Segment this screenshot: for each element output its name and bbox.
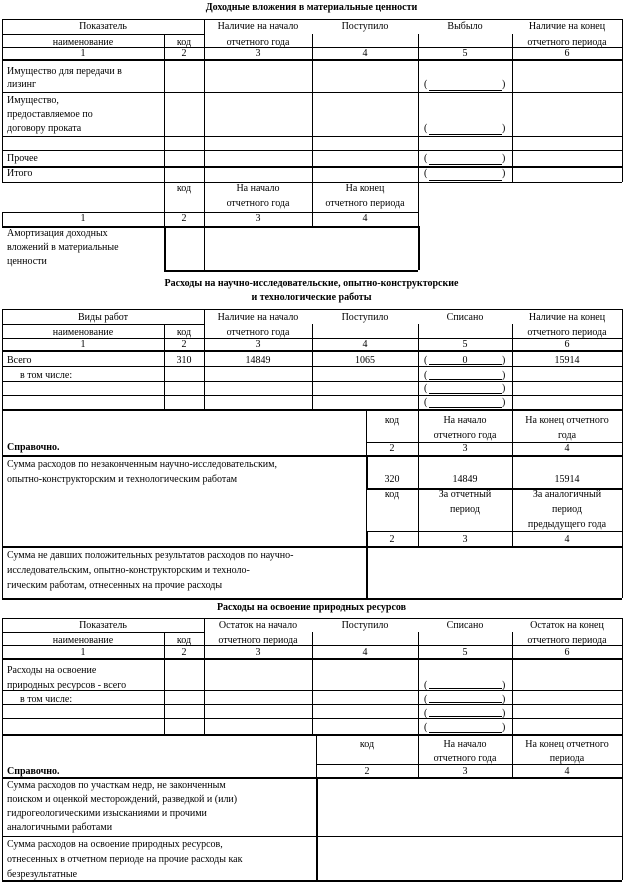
- sp-header-konec-1: На конец отчетного: [525, 739, 609, 750]
- header-postupilo: Поступило: [341, 620, 389, 631]
- paren-close: ): [502, 123, 506, 134]
- row-vtom-label: в том числе:: [20, 694, 73, 705]
- header-nachalo-1: Наличие на начало: [217, 312, 299, 323]
- rule-v: [418, 324, 419, 409]
- paren-open: (: [424, 79, 428, 90]
- row-leasing-label-2: лизинг: [7, 79, 37, 90]
- rule-v: [2, 734, 3, 880]
- u-label-2: поиском и оценкой месторождений, разведкой и (или): [7, 794, 238, 805]
- row-vtom-label: в том числе:: [20, 370, 73, 381]
- rule-h: [2, 598, 622, 600]
- paren-close: ): [502, 708, 506, 719]
- amort-num-3: 3: [255, 213, 261, 224]
- paren-open: (: [424, 694, 428, 705]
- header-kod: код: [176, 635, 192, 646]
- col-num-6: 6: [564, 339, 570, 350]
- row-total-label: Итого: [7, 168, 33, 179]
- header-nachalo-2: отчетного года: [226, 37, 290, 48]
- header-ostatok-1: Остаток на начало: [218, 620, 298, 631]
- header-naimenovanie: наименование: [52, 37, 114, 48]
- amort-header-konec-1: На конец: [345, 183, 385, 194]
- col-num-1: 1: [80, 647, 86, 658]
- col-num-4: 4: [362, 48, 368, 59]
- q-header-an-1: За аналогичный: [532, 489, 602, 500]
- header-kod: код: [176, 37, 192, 48]
- row-leasing-label-1: Имущество для передачи в: [7, 66, 122, 77]
- rule-h: [2, 546, 622, 548]
- rule-h: [2, 836, 622, 837]
- amort-label-1: Амортизация доходных: [7, 228, 108, 239]
- sp-num-2: 2: [364, 766, 370, 777]
- u-label-4: аналогичными работами: [7, 822, 113, 833]
- paren-open: (: [424, 708, 428, 719]
- rule-h: [2, 455, 622, 457]
- rule-v: [312, 324, 313, 409]
- col-num-4: 4: [362, 647, 368, 658]
- spravochno-label: Справочно.: [7, 442, 60, 453]
- rule-h: [429, 379, 502, 380]
- sum1-kod: 320: [384, 474, 400, 485]
- header-spisano: Списано: [446, 620, 484, 631]
- sum1-label-2: опытно-конструкторским и технологическим работам: [7, 474, 238, 485]
- sp-header-konec-1: На конец отчетного: [525, 415, 609, 426]
- sum1-label-1: Сумма расходов по незаконченным научно-исследовательским,: [7, 459, 277, 470]
- sp-header-konec-2: периода: [549, 753, 585, 764]
- row-vsego-spisano: 0: [462, 355, 468, 366]
- rule-h: [366, 442, 622, 443]
- col-num-5: 5: [462, 647, 468, 658]
- row-rental-label-1: Имущество,: [7, 95, 59, 106]
- paren-open: (: [424, 397, 428, 408]
- paren-close: ): [502, 680, 506, 691]
- amort-label-2: вложений в материальные: [7, 242, 119, 253]
- q-header-an-3: предыдущего года: [527, 519, 607, 530]
- col-num-1: 1: [80, 48, 86, 59]
- sum1-konec: 15914: [554, 474, 580, 485]
- header-pokazatel: Показатель: [79, 620, 127, 631]
- sp-header-nachalo-2: отчетного года: [433, 753, 497, 764]
- rule-v: [316, 777, 318, 880]
- section-title-rnd-1: Расходы на научно-исследовательские, опытно-конструкторские: [164, 278, 459, 289]
- paren-close: ): [502, 79, 506, 90]
- header-konec-2: отчетного периода: [527, 37, 607, 48]
- amort-header-nachalo-1: На начало: [236, 183, 280, 194]
- col-num-2: 2: [181, 339, 187, 350]
- rule-h: [2, 632, 204, 633]
- header-konec-1: Остаток на конец: [530, 620, 604, 631]
- rule-h: [429, 716, 502, 717]
- sp-header-nachalo-2: отчетного года: [433, 430, 497, 441]
- header-ostatok-2: отчетного периода: [218, 635, 298, 646]
- amort-num-1: 1: [80, 213, 86, 224]
- rule-h: [2, 19, 622, 20]
- paren-open: (: [424, 370, 428, 381]
- col-num-2: 2: [181, 647, 187, 658]
- header-nachalo-2: отчетного года: [226, 327, 290, 338]
- sp-header-nachalo-1: На начало: [443, 739, 487, 750]
- paren-close: ): [502, 168, 506, 179]
- rule-v: [2, 409, 3, 598]
- rule-h: [429, 393, 502, 394]
- sp-header-kod: код: [359, 739, 375, 750]
- w-label-2: отнесенных в отчетном периоде на прочие расходы как: [7, 854, 243, 865]
- section-title-income-investments: Доходные вложения в материальные ценности: [205, 2, 418, 13]
- amort-header-kod: код: [176, 183, 192, 194]
- w-label-3: безрезультатные: [7, 869, 78, 880]
- amort-header-konec-2: отчетного периода: [325, 198, 405, 209]
- col-num-3: 3: [255, 48, 261, 59]
- sum2-label-1: Сумма не давших положительных результатов расходов по научно-: [7, 550, 294, 561]
- header-postupilo: Поступило: [341, 312, 389, 323]
- header-postupilo: Поступило: [341, 21, 389, 32]
- paren-open: (: [424, 680, 428, 691]
- paren-close: ): [502, 355, 506, 366]
- rule-h: [2, 880, 622, 882]
- sp-header-nachalo-1: На начало: [443, 415, 487, 426]
- header-naimenovanie: наименование: [52, 635, 114, 646]
- paren-open: (: [424, 123, 428, 134]
- q-num-2: 2: [389, 534, 395, 545]
- q-num-4: 4: [564, 534, 570, 545]
- header-konec-2: отчетного периода: [527, 327, 607, 338]
- row-vsego-konec: 15914: [554, 355, 580, 366]
- paren-close: ): [502, 694, 506, 705]
- amort-label-3: ценности: [7, 256, 47, 267]
- row-rental-label-2: предоставляемое по: [7, 109, 93, 120]
- rule-h: [429, 732, 502, 733]
- sp-num-2: 2: [389, 443, 395, 454]
- col-num-4: 4: [362, 339, 368, 350]
- row-vsego-label: Всего: [7, 355, 32, 366]
- col-num-5: 5: [462, 339, 468, 350]
- paren-open: (: [424, 355, 428, 366]
- spravochno-label: Справочно.: [7, 766, 60, 777]
- sum2-label-3: гическим работам, отнесенных на прочие расходы: [7, 580, 223, 591]
- row-resources-label-2: природных ресурсов - всего: [7, 680, 127, 691]
- amort-header-nachalo-2: отчетного года: [226, 198, 290, 209]
- row-other-label: Прочее: [7, 153, 38, 164]
- rule-h: [2, 618, 622, 619]
- paren-open: (: [424, 168, 428, 179]
- col-num-5: 5: [462, 48, 468, 59]
- rule-h: [316, 764, 622, 765]
- rule-v: [418, 226, 420, 270]
- sp-header-kod: код: [384, 415, 400, 426]
- col-num-6: 6: [564, 48, 570, 59]
- header-vidy-rabot: Виды работ: [77, 312, 129, 323]
- rule-h: [2, 324, 204, 325]
- u-label-3: гидрогеологическими изысканиями и прочими: [7, 808, 207, 819]
- sp-num-3: 3: [462, 443, 468, 454]
- col-num-1: 1: [80, 339, 86, 350]
- col-num-3: 3: [255, 339, 261, 350]
- amort-num-4: 4: [362, 213, 368, 224]
- rule-h: [2, 777, 622, 779]
- header-naimenovanie: наименование: [52, 327, 114, 338]
- rule-h: [429, 180, 502, 181]
- sp-num-3: 3: [462, 766, 468, 777]
- paren-open: (: [424, 722, 428, 733]
- header-pokazatel: Показатель: [79, 21, 127, 32]
- paren-close: ): [502, 383, 506, 394]
- row-vsego-postupilo: 1065: [355, 355, 375, 366]
- rule-v: [2, 309, 3, 409]
- rule-h: [2, 734, 622, 736]
- row-resources-label-1: Расходы на освоение: [7, 665, 97, 676]
- header-kod: код: [176, 327, 192, 338]
- sp-num-4: 4: [564, 443, 570, 454]
- rule-h: [2, 309, 622, 310]
- col-num-6: 6: [564, 647, 570, 658]
- u-label-1: Сумма расходов по участкам недр, не законченным: [7, 780, 226, 791]
- rule-h: [429, 702, 502, 703]
- paren-open: (: [424, 383, 428, 394]
- q-header-kod: код: [384, 489, 400, 500]
- row-rental-label-3: договору проката: [7, 123, 82, 134]
- amort-num-2: 2: [181, 213, 187, 224]
- paren-open: (: [424, 153, 428, 164]
- header-konec-1: Наличие на конец: [528, 21, 606, 32]
- rule-h: [164, 270, 418, 272]
- col-num-3: 3: [255, 647, 261, 658]
- rule-h: [429, 407, 502, 408]
- rule-h: [429, 90, 502, 91]
- header-konec-1: Наличие на конец: [528, 312, 606, 323]
- rule-h: [429, 134, 502, 135]
- w-label-1: Сумма расходов на освоение природных ресурсов,: [7, 839, 223, 850]
- q-num-3: 3: [462, 534, 468, 545]
- q-header-otch-1: За отчетный: [438, 489, 492, 500]
- q-header-an-2: период: [552, 504, 582, 515]
- paren-close: ): [502, 153, 506, 164]
- header-konec-2: отчетного периода: [527, 635, 607, 646]
- rule-h: [429, 688, 502, 689]
- row-vsego-kod: 310: [176, 355, 192, 366]
- row-vsego-nachalo: 14849: [245, 355, 271, 366]
- q-header-otch-2: период: [450, 504, 480, 515]
- paren-close: ): [502, 397, 506, 408]
- header-vybylo: Выбыло: [447, 21, 483, 32]
- paren-close: ): [502, 370, 506, 381]
- sum1-nachalo: 14849: [452, 474, 478, 485]
- rule-h: [2, 34, 204, 35]
- sp-num-4: 4: [564, 766, 570, 777]
- sum2-label-2: исследовательским, опытно-конструкторским и техноло-: [7, 565, 250, 576]
- section-title-natural-resources: Расходы на освоение природных ресурсов: [216, 602, 407, 613]
- header-nachalo-1: Наличие на начало: [217, 21, 299, 32]
- rule-h: [2, 212, 418, 213]
- header-spisano: Списано: [446, 312, 484, 323]
- rule-h: [2, 409, 622, 411]
- sp-header-konec-2: года: [557, 430, 577, 441]
- paren-close: ): [502, 722, 506, 733]
- rule-h: [366, 531, 622, 532]
- col-num-2: 2: [181, 48, 187, 59]
- rule-v: [164, 226, 166, 270]
- section-title-rnd-2: и технологические работы: [251, 292, 372, 303]
- rule-h: [429, 164, 502, 165]
